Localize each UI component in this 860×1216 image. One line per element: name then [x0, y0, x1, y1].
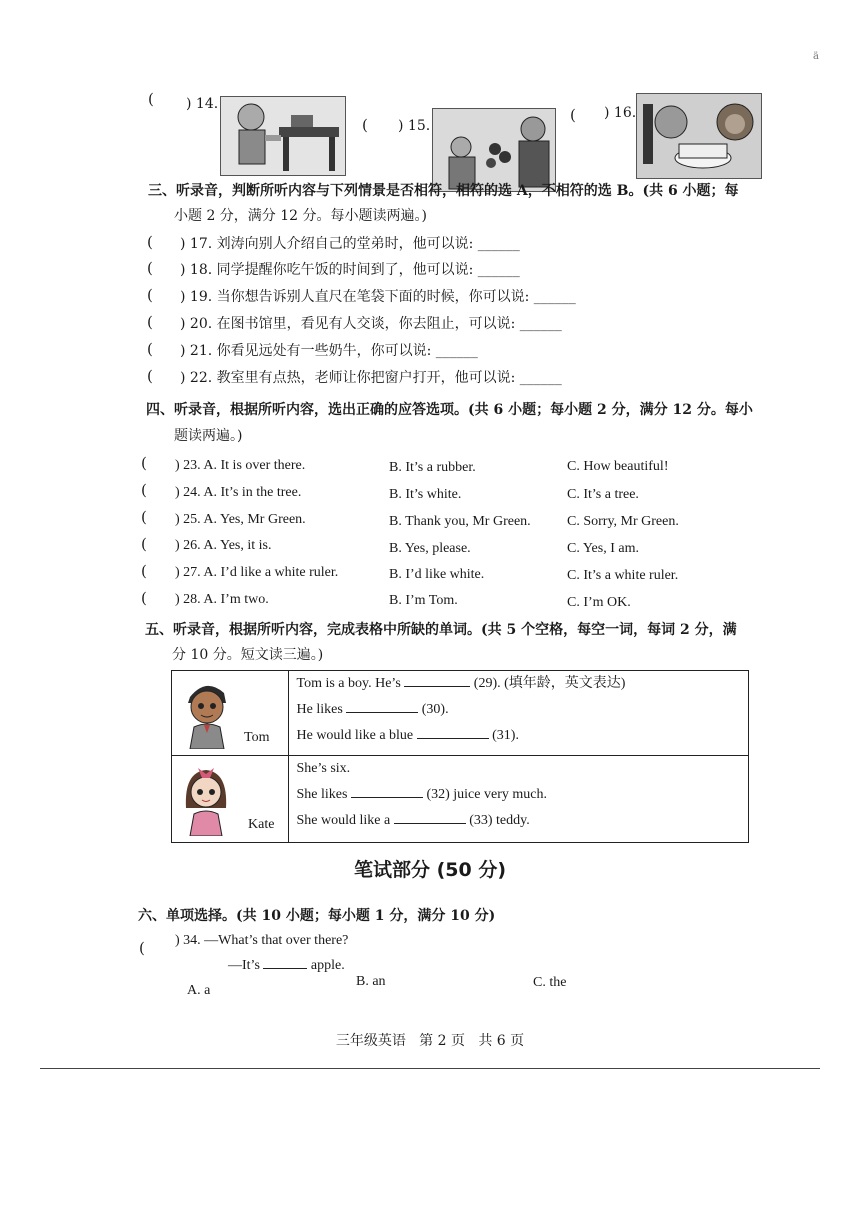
question-27-option-c: C. It’s a white ruler. [567, 568, 679, 583]
question-24-option-b: B. It’s white. [389, 487, 462, 502]
kate-cell [172, 756, 289, 843]
question-15-picture [432, 108, 556, 192]
page-bottom-rule [40, 1068, 820, 1069]
kate-line1-text: She’s six. [296, 761, 351, 776]
blank-33[interactable] [394, 809, 466, 824]
kate-name-label: Kate [248, 817, 275, 832]
question-17: ) 17. 刘涛向别人介绍自己的堂弟时，他可以说: ______ [180, 236, 520, 252]
answer-paren-21[interactable]: ( [147, 340, 153, 358]
question-number-14: 14. [195, 96, 219, 112]
tom-cell [172, 671, 289, 756]
tom-portrait [180, 677, 232, 749]
question-14-picture [220, 96, 346, 176]
answer-paren-34[interactable]: ( [139, 939, 145, 957]
written-part-title: 笔试部分 (50 分) [353, 859, 507, 881]
answer-paren-22[interactable]: ( [147, 367, 153, 385]
question-22: ) 22. 教室里有点热，老师让你把窗户打开，他可以说: ______ [180, 370, 562, 386]
kate-portrait [180, 762, 232, 836]
question-18: ) 18. 同学提醒你吃午饭的时间到了，他可以说: ______ [180, 262, 520, 278]
answer-paren-23[interactable]: ( [141, 454, 147, 472]
question-25-option-a: ) 25. A. Yes, Mr Green. [175, 512, 306, 527]
tom-name-label: Tom [244, 730, 270, 745]
question-24-option-c: C. It’s a tree. [567, 487, 639, 502]
table-row [172, 756, 749, 843]
tom-line3-num: (31). [492, 728, 519, 743]
question-number-16: 16. [613, 105, 637, 121]
answer-paren-26[interactable]: ( [141, 535, 147, 553]
question-34-line1: ) 34. —What’s that over there? [175, 933, 349, 948]
question-28-option-a: ) 28. A. I’m two. [175, 592, 269, 607]
paren-close-14: ) [186, 96, 192, 112]
section3-title-cont: 小题 2 分，满分 12 分。每小题读两遍。) [174, 208, 427, 224]
blank-31[interactable] [417, 724, 489, 739]
question-23-option-a: ) 23. A. It is over there. [175, 458, 306, 473]
answer-paren-27[interactable]: ( [141, 562, 147, 580]
table-row [172, 671, 749, 756]
kate-line2-rest: (32) juice very much. [426, 787, 547, 802]
paren-close-16: ) [604, 105, 610, 121]
question-34-option-a: A. a [187, 983, 211, 998]
blank-30[interactable] [346, 698, 418, 713]
blank-32[interactable] [351, 783, 423, 798]
tom-line2-num: (30). [421, 702, 449, 717]
answer-paren-15[interactable]: ( [362, 116, 368, 134]
question-26-option-c: C. Yes, I am. [567, 541, 639, 556]
question-23-option-c: C. How beautiful! [567, 459, 669, 474]
fill-in-table [171, 670, 749, 843]
question-20: ) 20. 在图书馆里，看见有人交谈，你去阻止，可以说: ______ [180, 316, 562, 332]
tom-line1-text: Tom is a boy. He’s [296, 676, 401, 691]
section5-title-cont: 分 10 分。短文读三遍。) [172, 647, 324, 663]
section3-title: 三、听录音，判断所听内容与下列情景是否相符，相符的选 A，不相符的选 B。(共 6 小题；每 [148, 183, 739, 199]
question-27-option-a: ) 27. A. I’d like a white ruler. [175, 565, 339, 580]
answer-paren-14[interactable]: ( [148, 90, 154, 108]
answer-paren-17[interactable]: ( [147, 233, 153, 251]
question-34-option-c: C. the [533, 975, 567, 990]
question-24-option-a: ) 24. A. It’s in the tree. [175, 485, 302, 500]
answer-paren-16[interactable]: ( [570, 106, 576, 124]
tom-line2-text: He likes [296, 702, 343, 717]
tom-info-cell [288, 671, 749, 756]
question-28-option-c: C. I’m OK. [567, 595, 631, 610]
page-footer: 三年级英语 第 2 页 共 6 页 [335, 1033, 525, 1049]
question-34-line2-end: apple. [310, 958, 345, 973]
kate-line3-text: She would like a [296, 813, 391, 828]
section6-title: 六、单项选择。(共 10 小题；每小题 1 分，满分 10 分) [138, 908, 496, 924]
question-27-option-b: B. I’d like white. [389, 567, 485, 582]
section5-title: 五、听录音，根据所听内容，完成表格中所缺的单词。(共 5 个空格，每空一词，每词 2 分，满 [145, 622, 737, 638]
blank-29[interactable] [404, 672, 470, 687]
section4-title: 四、听录音，根据所听内容，选出正确的应答选项。(共 6 小题；每小题 2 分，满分 12 分。每小 [146, 402, 753, 418]
tom-line3-text: He would like a blue [296, 728, 414, 743]
question-21: ) 21. 你看见远处有一些奶牛，你可以说: ______ [180, 343, 478, 359]
section4-title-cont: 题读两遍。) [174, 428, 243, 444]
question-26-option-a: ) 26. A. Yes, it is. [175, 538, 272, 553]
question-number-15: 15. [407, 118, 431, 134]
answer-paren-19[interactable]: ( [147, 286, 153, 304]
blank-34[interactable] [263, 954, 307, 969]
question-16-picture [636, 93, 762, 179]
answer-paren-18[interactable]: ( [147, 259, 153, 277]
question-25-option-b: B. Thank you, Mr Green. [389, 514, 531, 529]
kate-line3-rest: (33) teddy. [469, 813, 530, 828]
answer-paren-28[interactable]: ( [141, 589, 147, 607]
question-19: ) 19. 当你想告诉别人直尺在笔袋下面的时候，你可以说: ______ [180, 289, 576, 305]
question-34-line2: —It’s [228, 958, 260, 973]
answer-paren-25[interactable]: ( [141, 508, 147, 526]
answer-paren-20[interactable]: ( [147, 313, 153, 331]
question-23-option-b: B. It’s a rubber. [389, 460, 476, 475]
corner-mark: ä [813, 51, 819, 62]
paren-close-15: ) [398, 118, 404, 134]
answer-paren-24[interactable]: ( [141, 481, 147, 499]
question-34-option-b: B. an [356, 974, 386, 989]
kate-info-cell [288, 756, 749, 843]
question-28-option-b: B. I’m Tom. [389, 593, 458, 608]
question-25-option-c: C. Sorry, Mr Green. [567, 514, 679, 529]
question-26-option-b: B. Yes, please. [389, 541, 471, 556]
tom-line1-hint: (29). (填年龄，英文表达) [473, 676, 626, 691]
kate-line2-text: She likes [296, 787, 348, 802]
